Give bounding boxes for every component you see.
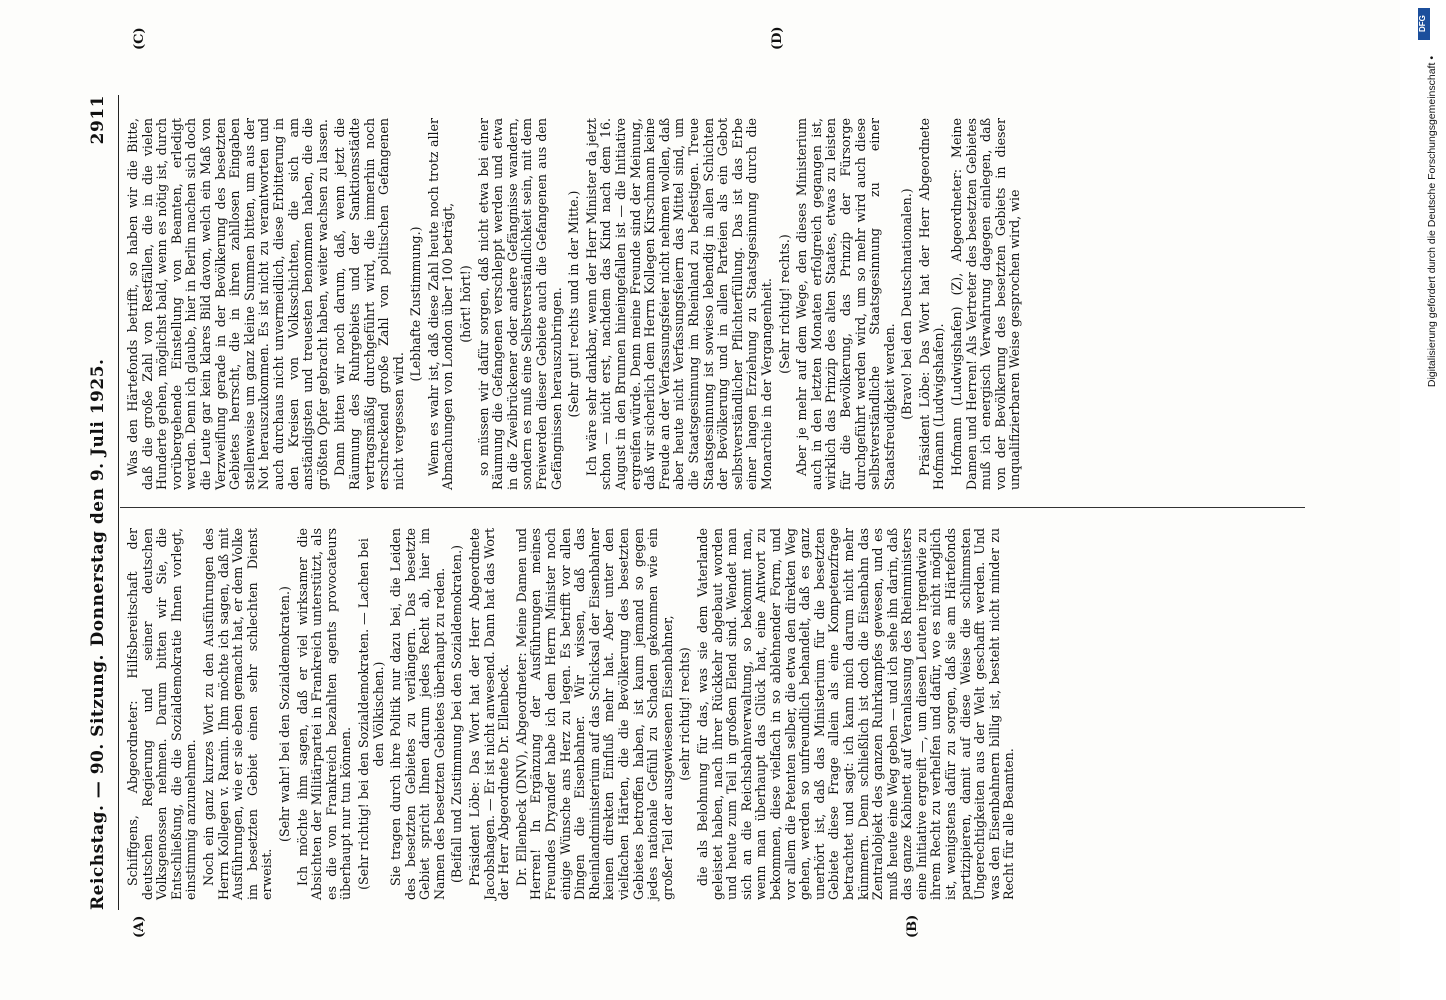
interjection: (sehr richtig! rechts): [677, 647, 693, 781]
paragraph: Dann bitten wir noch darum, daß, wenn jetzt die Räumung des Ruhrgebiets und der Sanktionsstädte vertragsmäßig durchgeführt wird, die immerhin noch erschreckend große Zahl von politischen Gefangenen nicht vergessen wird.: [332, 118, 406, 490]
interjection: (Sehr wahr! bei den Sozialdemokraten.): [276, 586, 292, 842]
paragraph: Schiffgens, Abgeordneter: Hilfsbereitschaft der deutschen Regierung und seiner deutschen Volksgenossen nehmen. Darum bitten wir Sie, die Entschließung, die die Sozialdemokratie Ihnen vorlegt, einstimmig anzunehmen.: [125, 528, 199, 900]
interjection: (Bravo! bei den Deutschnationalen.): [899, 188, 915, 420]
paragraph: Präsident Löbe: Das Wort hat der Herr Abgeordnete Jacobshagen. — Er ist nicht anwesend. Dann hat das Wort der Herr Abgeordnete Dr. Ellenbeck.: [467, 528, 512, 900]
page-header: [88, 95, 114, 910]
paragraph: Hofmann (Ludwigshafen) (Z), Abgeordneter: Meine Damen und Herren! Als Vertreter des besetzten Gebietes muß ich energisch Verwahrung dagegen einlegen, daß von der Bevölkerung des besetzten Gebiets in dieser unqualifizierbaren Weise gesprochen wird, wie: [949, 118, 1023, 490]
margin-marker-d: (D): [770, 26, 785, 50]
column-divider: [120, 507, 1305, 508]
margin-marker-a: (A): [132, 915, 147, 938]
paragraph: Ich wäre sehr dankbar, wenn der Herr Minister da jetzt schon — nicht erst, nachdem das Kind nach dem 16. August in den Brunnen hineingefallen ist — die Initiative ergreifen würde. Denn meine Freunde sind der Meinung, daß wir sicherlich dem Herrn Kollegen Kirschmann keine Freude an der Verfassungsfeier nicht nehmen wollen, daß aber heute nicht Verfassungsfeiern das Mittel sind, um die Staatsgesinnung im Rheinland zu befestigen. Treue Staatsgesinnung ist sowieso lebendig in allen Schichten der Bevölkerung und in allen Parteien als ein Gebot selbstverständlicher Pflichterfüllung. Das ist das Erbe einer langen Erziehung zu Staatsgesinnung durch die Monarchie in der Vergangenheit.: [583, 118, 774, 490]
interjection: (Beifall und Zustimmung bei den Sozialdemokraten.): [449, 544, 465, 884]
paragraph: Noch ein ganz kurzes Wort zu den Ausführungen des Herrn Kollegen v. Ramin. Ihm möchte ich sagen, daß mit Ausführungen, wie er sie eben gemacht hat, er dem Volke im besetzten Gebiet einen sehr schlechten Dienst erweist.: [200, 528, 275, 900]
interjection: (Sehr richtig! bei den Sozialdemokraten. — Lachen bei den Völkischen.): [355, 538, 386, 890]
digitization-sidebar: [1412, 0, 1440, 1000]
paragraph: Ich möchte ihm sagen, daß er viel wirksamer die Absichten der Militärpartei in Frankreich unterstützt, als es die von Frankreich bezahlten agents provocateurs überhaupt nur tun können.: [294, 528, 354, 900]
header-date: Donnerstag den 9. Juli 1925.: [88, 358, 108, 647]
paragraph: Was den Härtefonds betrifft, so haben wir die Bitte, daß die große Zahl von Restfällen, die in die vielen Hunderte gehen, möglichst bald, wenn es nötig ist, durch vorübergehende Einstellung von Beamten, erledigt werden. Denn ich glaube, hier in Berlin machen sich doch die Leute gar kein klares Bild davon, welch ein Maß von Verzweiflung gerade in der Bevölkerung des besetzten Gebietes herrscht, die in ihren zahllosen Eingaben stellenweise um ganz kleine Summen bitten, um aus der Not herauszukommen. Es ist nicht zu verantworten und auch durchaus nicht unvermeidlich, diese Erbitterung in den Kreisen von Volksschichten, die sich am anständigsten und treuesten benommen haben, die die größten Opfer gebracht haben, weiter wachsen zu lassen.: [125, 118, 330, 490]
margin-marker-c: (C): [132, 27, 147, 50]
paragraph: Präsident Löbe: Das Wort hat der Herr Abgeordnete Hofmann (Ludwigshafen).: [916, 118, 947, 490]
paragraph: Wenn es wahr ist, daß diese Zahl heute noch trotz aller Abmachungen von London über 100 beträgt,: [425, 118, 456, 490]
left-text-column: [126, 528, 1305, 900]
right-text-column: [126, 118, 1305, 490]
margin-marker-b: (B): [905, 914, 920, 938]
interjection: (Sehr gut! rechts und in der Mitte.): [566, 190, 582, 418]
paragraph: die als Belohnung für das, was sie dem Vaterlande geleistet haben, nach ihrer Rückkehr abgebaut worden und heute zum Teil in großem Elend sind. Wendet man sich an die Reichsbahnverwaltung, so bekommt man, wenn man überhaupt das Glück hat, eine Antwort zu bekommen, diese vielfach in so ablehnender Form, und vor allem die Petenten selber, die etwa den direkten Weg gehen, werden so unfreundlich behandelt, daß es ganz unerhört ist, daß das Ministerium für die besetzten Gebiete diese Frage allein als eine Kompetenzfrage betrachtet und sagt: ich kann mich darum nicht mehr kümmern. Denn schließlich ist doch die Eisenbahn das Zentralobjekt des ganzen Ruhrkampfes gewesen, und es muß heute eine Weg geben — und ich sehe ihn darin, daß das ganze Kabinett auf Veranlassung des Rheinministers eine Initiative ergreift —, um diesen Leuten irgendwie zu ihrem Recht zu verhelfen und dafür, wo es nicht möglich ist, wenigstens dafür zu sorgen, daß sie am Härtefonds partizipieren, damit auf diese Weise die schlimmsten Ungerechtigkeiten aus der Welt geschafft werden. Und was den Eisenbahnern billig ist, besteht nicht minder zu Recht für alle Beamten.: [694, 528, 1017, 900]
page-number: 2911: [88, 95, 108, 145]
dfg-logo: DFG: [1418, 8, 1430, 40]
digitization-credit: Digitalisierung gefördert durch die Deutsche Forschungsgemeinschaft •: [1426, 56, 1438, 388]
interjection: (hört! hört!): [458, 265, 474, 343]
paragraph: Sie tragen durch ihre Politik nur dazu bei, die Leiden des besetzten Gebietes zu verlängern. Das besetzte Gebiet spricht Ihnen darum jedes Recht ab, hier im Namen des besetzten Gebietes überhaupt zu reden.: [388, 528, 447, 900]
header-session: Reichstag. — 90. Sitzung.: [88, 654, 108, 910]
paragraph: Aber je mehr auf dem Wege, den dieses Ministerium auch in den letzten Monaten erfolgreich gegangen ist, wirklich das Prinzip des alten Staates, etwas zu leisten für die Bevölkerung, das Prinzip der Fürsorge durchgeführt werden wird, um so mehr wird auch diese selbstverständliche Staatsgesinnung zu einer Staatsfreudigkeit werden.: [794, 118, 897, 490]
interjection: (Sehr richtig! rechts.): [776, 234, 792, 374]
interjection: (Lebhafte Zustimmung.): [408, 226, 424, 382]
paragraph: so müssen wir dafür sorgen, daß nicht etwa bei einer Räumung die Gefangenen verschleppt werden und etwa in die Zweibrückener oder andere Gefängnisse wandern, sondern es muß eine Selbstverständlichkeit sein, mit dem Freiwerden dieser Gebiete auch die Gefangenen aus den Gefängnissen herauszubringen.: [475, 118, 564, 490]
header-rule: [118, 95, 119, 910]
paragraph: Dr. Ellenbeck (DNV), Abgeordneter: Meine Damen und Herren! In Ergänzung der Ausführungen meines Freundes Dryander habe ich dem Herrn Minister noch einige Wünsche ans Herz zu legen. Es betrifft vor allen Dingen die Eisenbahner. Wir wissen, daß das Rheinlandministerium auf das Schicksal der Eisenbahner keinen direkten Einfluß mehr hat. Aber unter den vielfachen Härten, die die Bevölkerung des besetzten Gebietes betroffen haben, ist kaum jemand so gegen jedes nationale Gefühl zu Schaden gekommen wie ein großer Teil der ausgewiesenen Eisenbahner,: [513, 528, 675, 900]
